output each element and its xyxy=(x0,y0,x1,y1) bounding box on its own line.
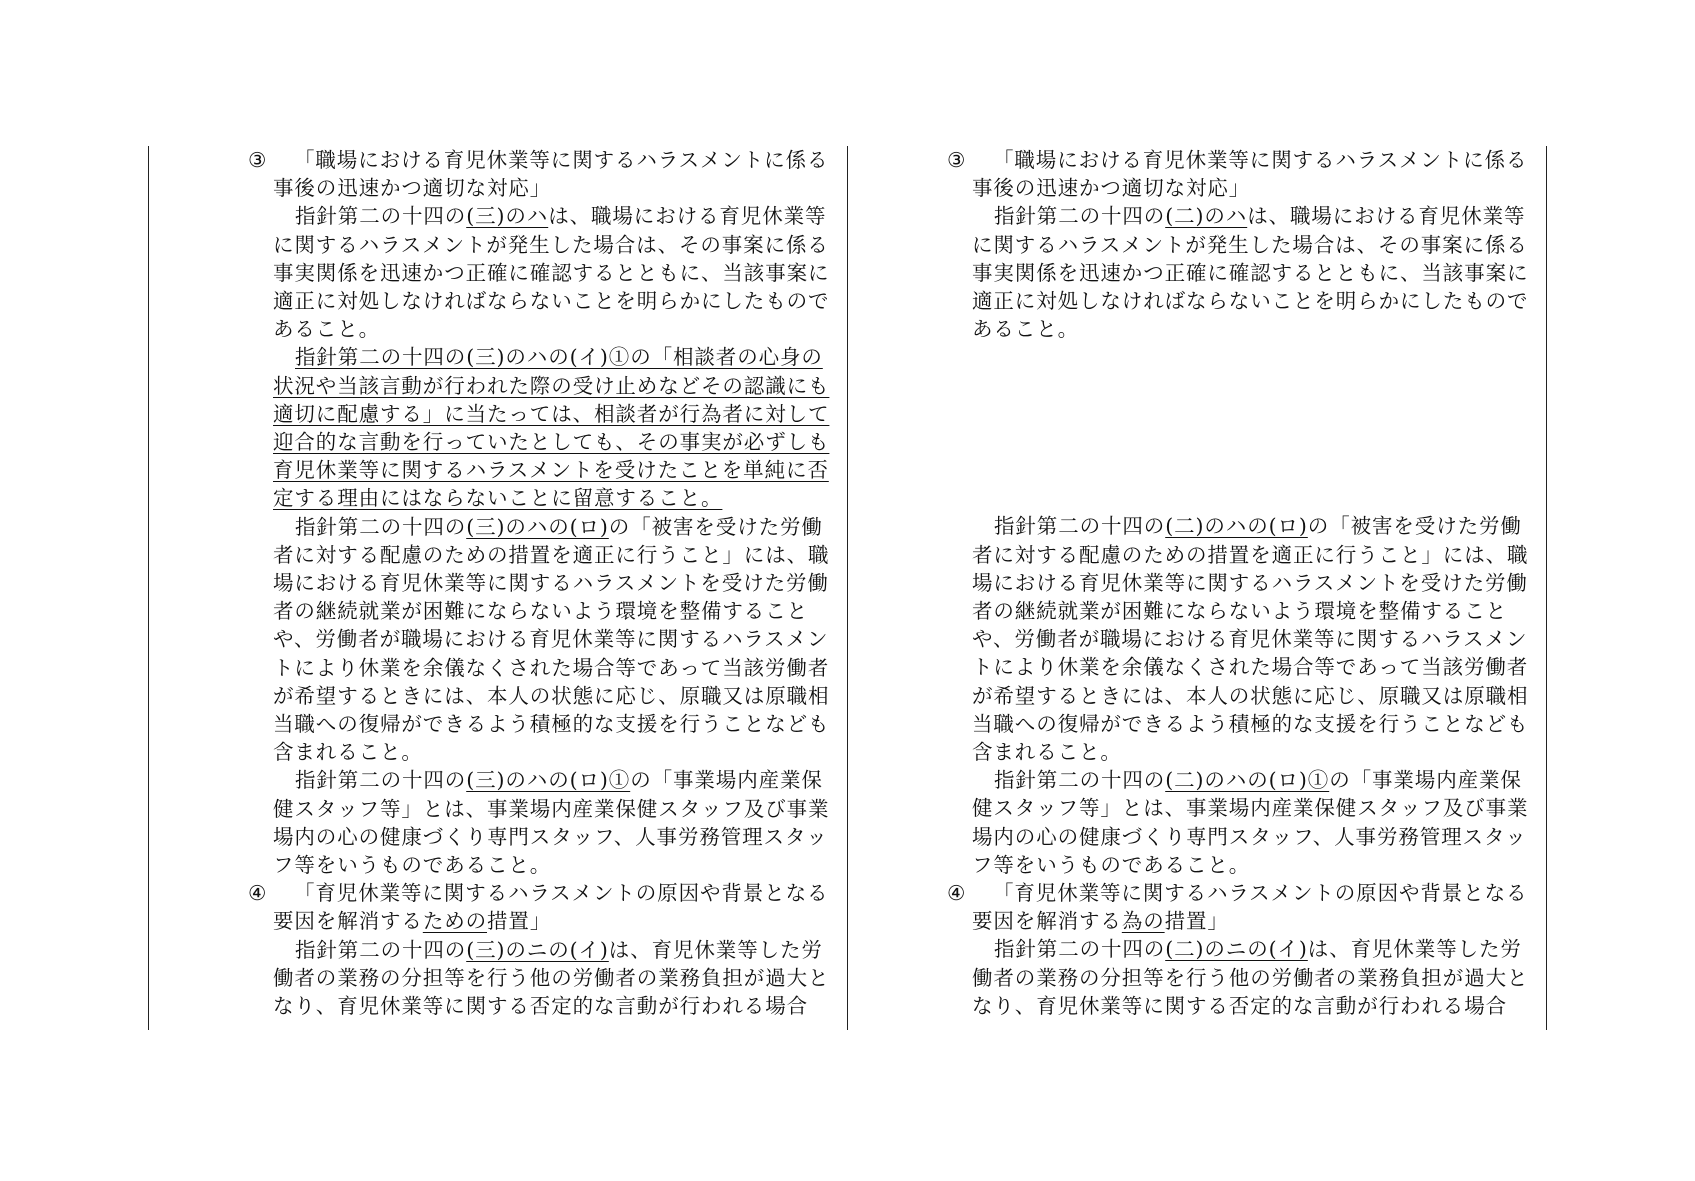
item-4-heading xyxy=(947,879,1537,907)
item-4-title-line2: 要因を解消する為の措置」 xyxy=(972,909,1229,934)
left-column-revised xyxy=(248,146,838,1020)
clause-reference: (三)のニの(イ) xyxy=(466,937,609,962)
item-4-heading xyxy=(248,879,838,907)
clause-reference: (二)のニの(イ) xyxy=(1165,937,1308,962)
item-3-number: ③ xyxy=(947,148,967,172)
left-column-left-border xyxy=(148,146,149,1030)
right-column-right-border xyxy=(1546,146,1547,1030)
paragraph-health-staff: 指針第二の十四の(三)のハの(ロ)①の「事業場内産業保健スタッフ等」とは、事業場内産業保健スタッフ及び事業場内の心の健康づくり専門スタッフ、人事労務管理スタッフ等をいうものであること。 xyxy=(273,768,830,878)
item-3-title-line1: 「職場における育児休業等に関するハラスメントに係る xyxy=(294,148,829,172)
paragraph-health-staff: 指針第二の十四の(二)のハの(ロ)①の「事業場内産業保健スタッフ等」とは、事業場内産業保健スタッフ及び事業場内の心の健康づくり専門スタッフ、人事労務管理スタッフ等をいうものであること。 xyxy=(972,768,1529,877)
item-3-title-line1: 「職場における育児休業等に関するハラスメントに係る xyxy=(993,148,1528,172)
paragraph-item3-overview: 指針第二の十四の(三)のハは、職場における育児休業等に関するハラスメントが発生した場合は、その事案に係る事実関係を迅速かつ正確に確認するとともに、当該事案に適正に対処しなければならないことを明らかにしたものであること。 xyxy=(273,204,830,342)
paragraph-added-consultation-note: 指針第二の十四の(三)のハの(イ)①の「相談者の心身の状況や当該言動が行われた際の受け止めなどその認識にも適切に配慮する」に当たっては、相談者が行為者に対して迎合的な言動を行っていたとしても、その事実が必ずしも育児休業等に関するハラスメントを受けたことを単純に否定する理由にはならないことに留意すること。 xyxy=(273,345,830,511)
revised-phrase: ための xyxy=(422,909,488,934)
clause-reference: (三)のハの(ロ) xyxy=(466,514,609,539)
paragraph-victim-care: 指針第二の十四の(二)のハの(ロ)の「被害を受けた労働者に対する配慮のための措置を適正に行うこと」には、職場における育児休業等に関するハラスメントを受けた労働者の継続就業が困難にならないよう環境を整備することや、労働者が職場における育児休業等に関するハラスメントにより休業を余儀なくされた場合等であって当該労働者が希望するときには、本人の状態に応じ、原職又は原職相当職への復帰ができるよう積極的な支援を行うことなども含まれること。 xyxy=(972,514,1529,765)
item-3-heading xyxy=(248,146,838,174)
paragraph-workload: 指針第二の十四の(三)のニの(イ)は、育児休業等した労働者の業務の分担等を行う他の労働者の業務負担が過大となり、育児休業等に関する否定的な言動が行われる場合 xyxy=(273,937,830,1019)
item-3-title-line2: 事後の迅速かつ適切な対応」 xyxy=(273,176,552,201)
clause-reference: (二)のハ xyxy=(1165,204,1248,229)
clause-reference: (二)のハの(ロ) xyxy=(1165,514,1308,539)
paragraph-workload: 指針第二の十四の(二)のニの(イ)は、育児休業等した労働者の業務の分担等を行う他の労働者の業務負担が過大となり、育児休業等に関する否定的な言動が行われる場合 xyxy=(972,937,1529,1018)
revised-phrase: 為の xyxy=(1121,909,1165,934)
blank-space-for-added-text xyxy=(947,343,1537,512)
clause-reference: (三)のハの(ロ)① xyxy=(466,768,631,793)
item-4-title-line2: 要因を解消するための措置」 xyxy=(273,909,552,934)
item-4-title-line1: 「育児休業等に関するハラスメントの原因や背景となる xyxy=(294,881,829,906)
item-4-number: ④ xyxy=(248,881,268,906)
right-column-current xyxy=(947,146,1537,1020)
item-4-title-line1: 「育児休業等に関するハラスメントの原因や背景となる xyxy=(993,881,1528,906)
item-3-title-line2: 事後の迅速かつ適切な対応」 xyxy=(972,176,1251,201)
left-column-right-border xyxy=(847,146,848,1030)
item-3-number: ③ xyxy=(248,148,268,172)
item-3-heading xyxy=(947,146,1537,174)
clause-reference: (三)のハ xyxy=(466,204,549,229)
paragraph-victim-care: 指針第二の十四の(三)のハの(ロ)の「被害を受けた労働者に対する配慮のための措置を適正に行うこと」には、職場における育児休業等に関するハラスメントを受けた労働者の継続就業が困難にならないよう環境を整備することや、労働者が職場における育児休業等に関するハラスメントにより休業を余儀なくされた場合等であって当該労働者が希望するときには、本人の状態に応じ、原職又は原職相当職への復帰ができるよう積極的な支援を行うことなども含まれること。 xyxy=(273,514,830,765)
clause-reference: (二)のハの(ロ)① xyxy=(1165,768,1330,793)
item-4-number: ④ xyxy=(947,881,967,906)
paragraph-item3-overview: 指針第二の十四の(二)のハは、職場における育児休業等に関するハラスメントが発生した場合は、その事案に係る事実関係を迅速かつ正確に確認するとともに、当該事案に適正に対処しなければならないことを明らかにしたものであること。 xyxy=(972,204,1529,342)
